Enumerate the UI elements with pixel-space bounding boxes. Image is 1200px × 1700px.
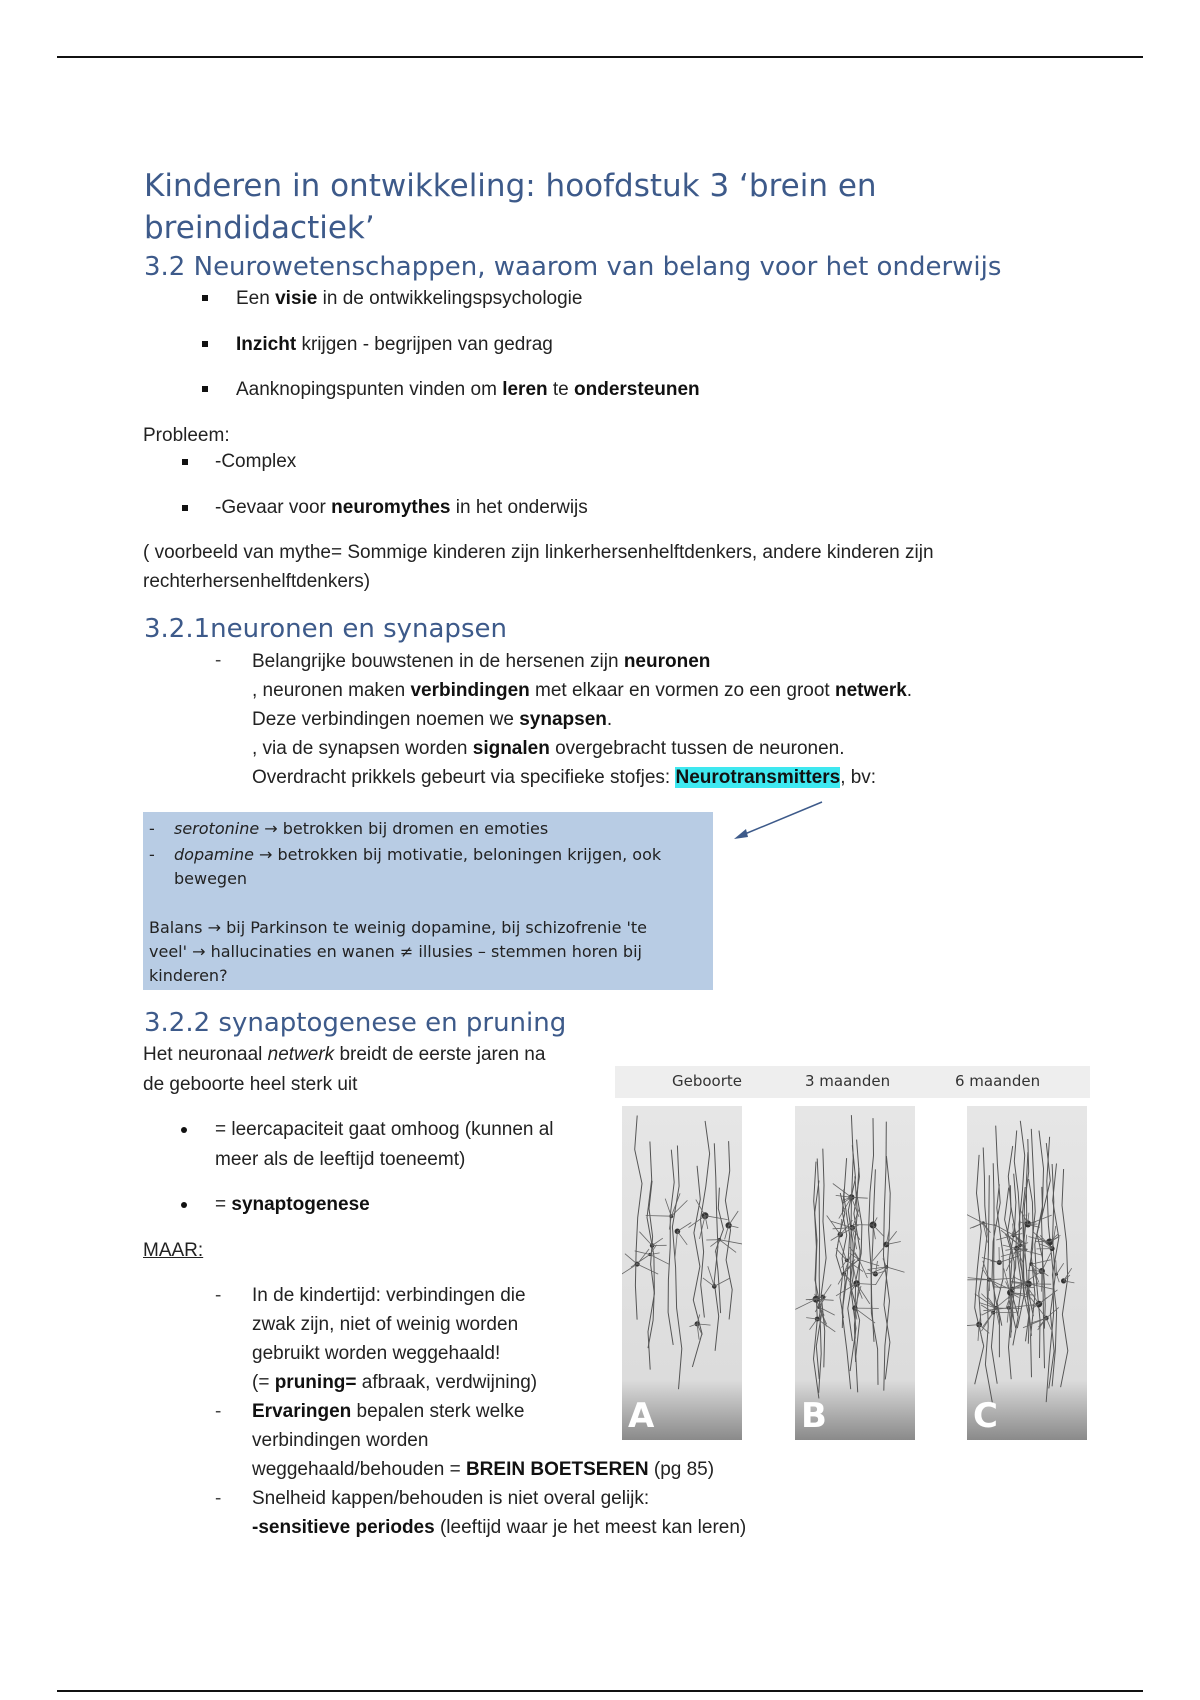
figure-header	[615, 1066, 1090, 1098]
arrow-icon	[730, 798, 830, 842]
label-3-maanden: 3 maanden	[805, 1072, 891, 1090]
ervaringen-line-3: weggehaald/behouden = BREIN BOETSEREN (pg 85)	[252, 1459, 715, 1480]
synaptogenese-bullet: = synaptogenese	[215, 1194, 370, 1215]
kindertijd-line-4: (= pruning= afbraak, verdwijning)	[252, 1372, 538, 1393]
neuron-drawing-a	[622, 1106, 742, 1440]
problem-neuromythes: -Gevaar voor neuromythes in het onderwijs	[215, 497, 588, 518]
panel-a: A	[622, 1106, 742, 1440]
netwerk-line-1: Het neuronaal netwerk breidt de eerste jaren na	[143, 1044, 546, 1065]
bullet-inzicht: Inzicht krijgen - begrijpen van gedrag	[236, 334, 553, 355]
header-rule	[57, 56, 1143, 58]
leercapaciteit-line-1: = leercapaciteit gaat omhoog (kunnen al	[215, 1119, 554, 1140]
bullet-aanknopingspunten: Aanknopingspunten vinden om leren te ondersteunen	[236, 379, 700, 400]
example-line-1: ( voorbeeld van mythe= Sommige kinderen zijn linkerhersenhelftdenkers, andere kinderen zijn	[143, 542, 934, 563]
snelheid-line-1: Snelheid kappen/behouden is niet overal gelijk:	[252, 1488, 650, 1509]
note-serotonine: serotonine → betrokken bij dromen en emoties	[174, 819, 549, 838]
probleem-label: Probleem:	[143, 425, 230, 446]
bullet-square	[182, 459, 188, 465]
section-heading-3-2-2: 3.2.2 synaptogenese en pruning	[144, 1008, 567, 1038]
footer-rule	[57, 1690, 1143, 1692]
label-6-maanden: 6 maanden	[955, 1072, 1041, 1090]
neuron-drawing-c	[967, 1106, 1087, 1440]
list-dash: -	[215, 650, 222, 671]
bullet-visie: Een visie in de ontwikkelingspsychologie	[236, 288, 583, 309]
leercapaciteit-line-2: meer als de leeftijd toeneemt)	[215, 1149, 466, 1170]
problem-complex: -Complex	[215, 451, 297, 472]
highlight-neurotransmitters: Neurotransmitters	[675, 767, 841, 788]
kindertijd-line-2: zwak zijn, niet of weinig worden	[252, 1314, 519, 1335]
kindertijd-line-1: In de kindertijd: verbindingen die	[252, 1285, 526, 1306]
section-heading-3-2: 3.2 Neurowetenschappen, waarom van belang voor het onderwijs	[144, 252, 1002, 282]
note-balans-1: Balans → bij Parkinson te weinig dopamine, bij schizofrenie 'te	[149, 918, 648, 937]
netwerk-line-2: de geboorte heel sterk uit	[143, 1074, 358, 1095]
ervaringen-line-2: verbindingen worden	[252, 1430, 429, 1451]
ervaringen-line-1: Ervaringen bepalen sterk welke	[252, 1401, 525, 1422]
note-dopamine-cont: bewegen	[174, 869, 248, 888]
page-title: Kinderen in ontwikkeling: hoofdstuk 3 ‘brein en breindidactiek’	[144, 168, 877, 246]
bullet-square	[182, 505, 188, 511]
bullet-dot	[181, 1202, 187, 1208]
bullet-dot	[181, 1127, 187, 1133]
neuronen-line-5: Overdracht prikkels gebeurt via specifieke stofjes: Neurotransmitters, bv:	[252, 767, 877, 788]
panel-b: B	[795, 1106, 915, 1440]
neuron-development-figure	[615, 1066, 1090, 1442]
neuronen-line-3: Deze verbindingen noemen we synapsen.	[252, 709, 613, 730]
maar-label: MAAR:	[143, 1240, 204, 1261]
bullet-square	[202, 295, 208, 301]
note-dopamine: dopamine → betrokken bij motivatie, beloningen krijgen, ook	[174, 845, 662, 864]
list-dash: -	[215, 1285, 222, 1306]
example-line-2: rechterhersenhelftdenkers)	[143, 571, 371, 592]
label-geboorte: Geboorte	[672, 1072, 743, 1090]
kindertijd-line-3: gebruikt worden weggehaald!	[252, 1343, 501, 1364]
note-balans-3: kinderen?	[149, 966, 228, 985]
neuronen-line-2: , neuronen maken verbindingen met elkaar en vormen zo een groot netwerk.	[252, 680, 913, 701]
bullet-square	[202, 386, 208, 392]
snelheid-line-2: -sensitieve periodes (leeftijd waar je het meest kan leren)	[252, 1517, 747, 1538]
neuronen-line-1: Belangrijke bouwstenen in de hersenen zijn neuronen	[252, 651, 711, 672]
section-heading-3-2-1: 3.2.1neuronen en synapsen	[144, 614, 507, 644]
bullet-square	[202, 341, 208, 347]
neurotransmitter-note-box: - serotonine → betrokken bij dromen en emoties - dopamine → betrokken bij motivatie, beloningen krijgen, ook bewegen Balans → bij Parkinson te weinig dopamine, bij schizofrenie 'te veel' → hallucinaties en wanen ≠ illusies – stemmen horen bij kinderen?	[143, 812, 713, 990]
list-dash: -	[215, 1401, 222, 1422]
panel-c: C	[967, 1106, 1087, 1440]
neuron-drawing-b	[795, 1106, 915, 1440]
note-balans-2: veel' → hallucinaties en wanen ≠ illusies – stemmen horen bij	[149, 942, 642, 961]
neuronen-line-4: , via de synapsen worden signalen overgebracht tussen de neuronen.	[252, 738, 845, 759]
list-dash: -	[215, 1488, 222, 1509]
